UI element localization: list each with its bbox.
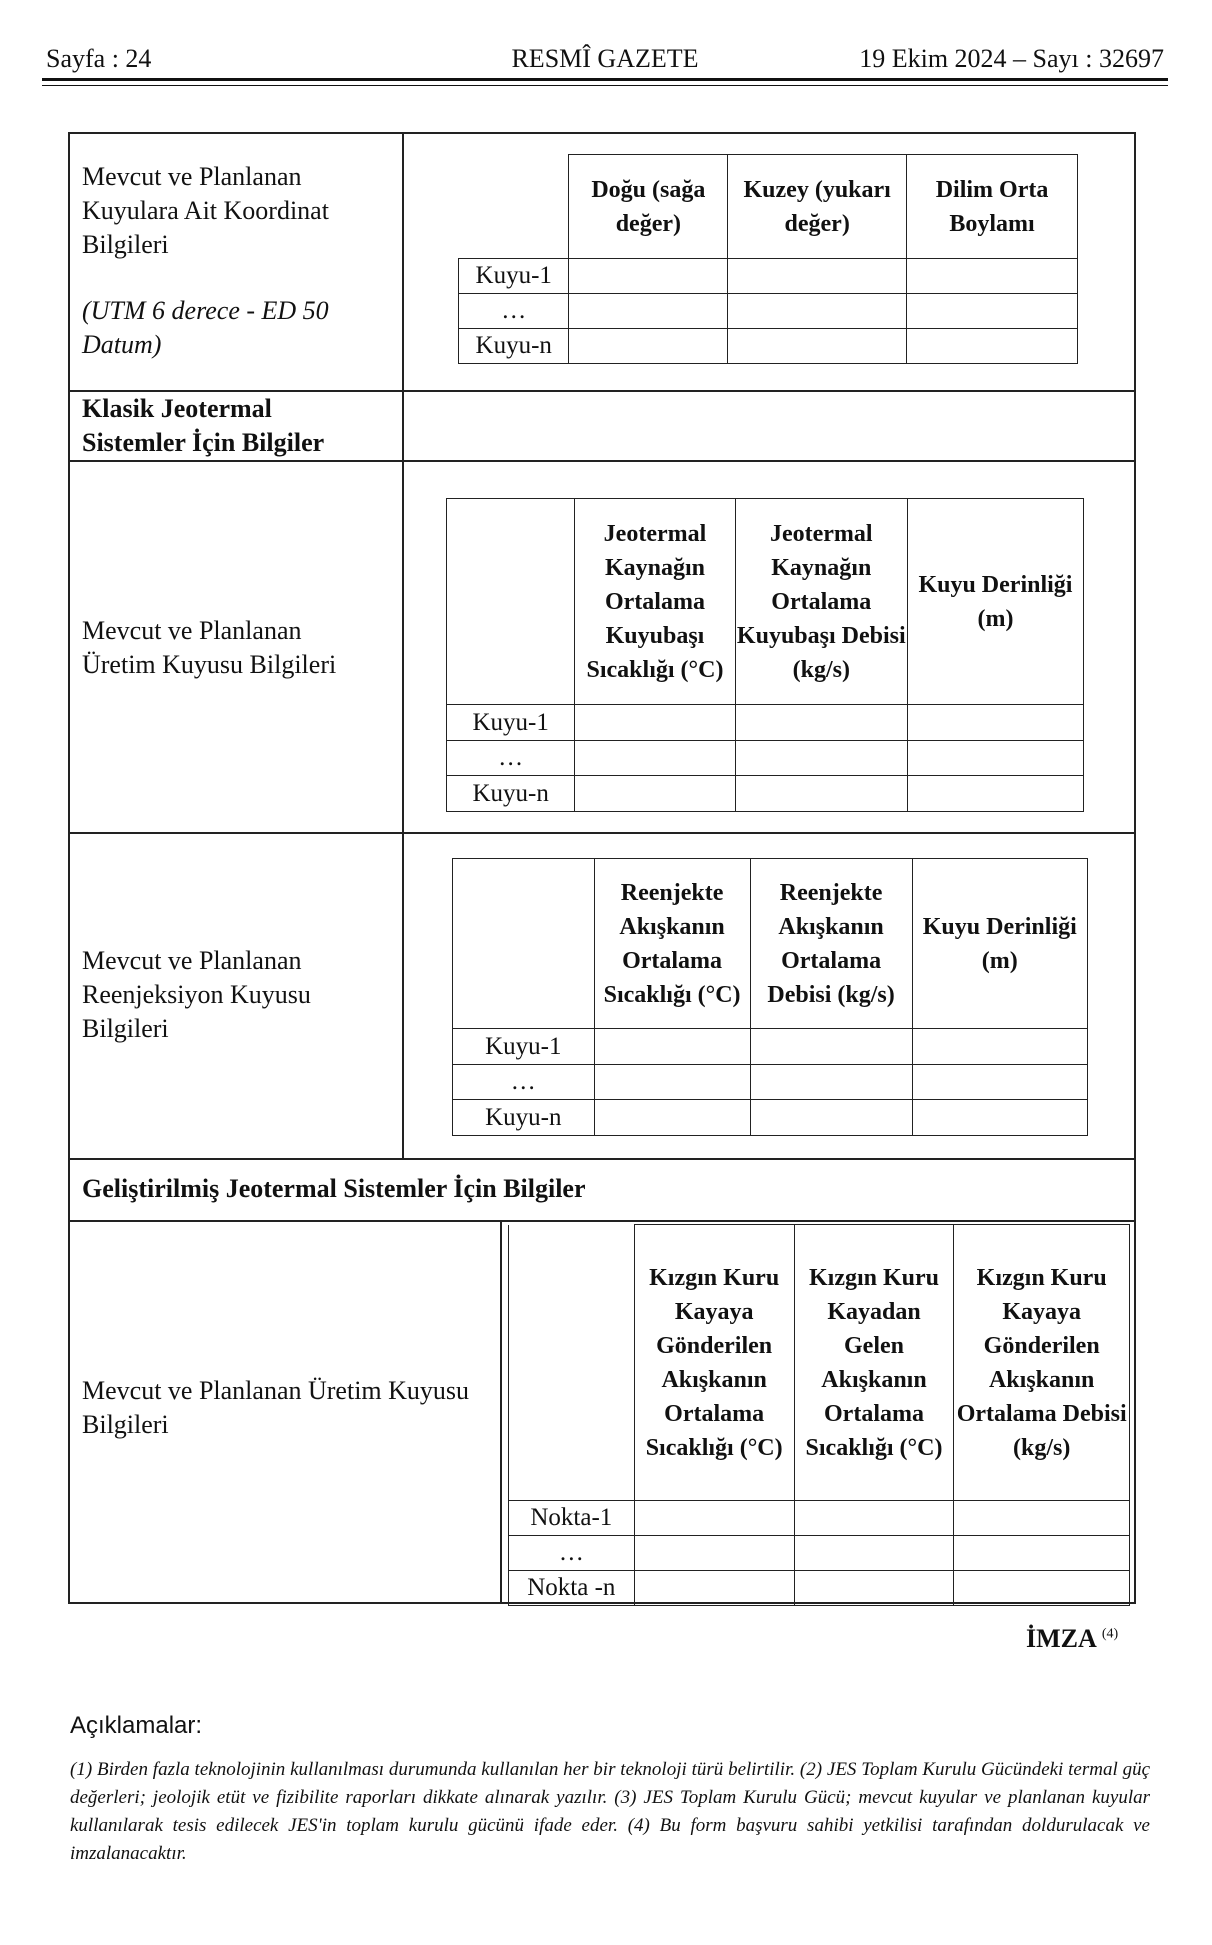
heading-line: Klasik Jeotermal bbox=[82, 394, 272, 423]
input-cell[interactable] bbox=[634, 1571, 794, 1606]
input-cell[interactable] bbox=[728, 329, 907, 364]
row-label: … bbox=[447, 741, 575, 776]
input-cell[interactable] bbox=[594, 1065, 750, 1100]
col-header: Dilim Orta Boylamı bbox=[907, 155, 1078, 259]
input-cell[interactable] bbox=[575, 705, 735, 741]
input-cell[interactable] bbox=[954, 1536, 1130, 1571]
section3-label bbox=[82, 944, 311, 1046]
reinjection-well-table bbox=[452, 858, 1088, 1136]
divider bbox=[68, 460, 1136, 462]
input-cell[interactable] bbox=[634, 1501, 794, 1536]
col-header: Kuyu Derinliği (m) bbox=[912, 859, 1087, 1029]
row-label: Kuyu-n bbox=[459, 329, 569, 364]
divider bbox=[68, 1220, 1136, 1222]
input-cell[interactable] bbox=[735, 705, 907, 741]
input-cell[interactable] bbox=[907, 776, 1083, 812]
coordinate-table bbox=[458, 154, 1078, 364]
corner-cell bbox=[453, 859, 595, 1029]
date-issue: 19 Ekim 2024 – Sayı : 32697 bbox=[859, 44, 1164, 73]
col-header: Kuzey (yukarı değer) bbox=[728, 155, 907, 259]
page-number: Sayfa : 24 bbox=[46, 44, 152, 73]
label-line: Mevcut ve Planlanan Üretim Kuyusu bbox=[82, 1376, 470, 1405]
input-cell[interactable] bbox=[750, 1100, 912, 1136]
label-line: Bilgileri bbox=[82, 1014, 169, 1043]
klasik-heading bbox=[82, 392, 324, 460]
input-cell[interactable] bbox=[794, 1501, 954, 1536]
column-divider bbox=[402, 132, 404, 1158]
corner-cell bbox=[459, 155, 569, 259]
input-cell[interactable] bbox=[728, 294, 907, 329]
input-cell[interactable] bbox=[569, 294, 728, 329]
row-label: Kuyu-1 bbox=[447, 705, 575, 741]
col-header: Kızgın Kuru Kayadan Gelen Akışkanın Ortalama Sıcaklığı (°C) bbox=[794, 1225, 954, 1501]
row-label: … bbox=[509, 1536, 635, 1571]
label-line: Kuyulara Ait Koordinat bbox=[82, 196, 329, 225]
label-line: Reenjeksiyon Kuyusu bbox=[82, 980, 311, 1009]
input-cell[interactable] bbox=[575, 741, 735, 776]
gelistirilmis-heading: Geliştirilmiş Jeotermal Sistemler İçin Bilgiler bbox=[82, 1174, 586, 1203]
col-header: Jeotermal Kaynağın Ortalama Kuyubaşı Debisi (kg/s) bbox=[735, 499, 907, 705]
col-header: Kuyu Derinliği (m) bbox=[907, 499, 1083, 705]
input-cell[interactable] bbox=[735, 776, 907, 812]
label-line: Mevcut ve Planlanan bbox=[82, 162, 302, 191]
input-cell[interactable] bbox=[794, 1571, 954, 1606]
row-label: … bbox=[453, 1065, 595, 1100]
notes-body: (1) Birden fazla teknolojinin kullanılması durumunda kullanılan her bir teknoloji türü belirtilir. (2) JES Toplam Kurulu Gücündeki termal güç değerleri; jeolojik etüt ve fizibilite raporları dikkate alınarak yazılır. (3) JES Toplam Kurulu Gücü; mevcut kuyular ve planlanan kuyular kullanılarak tesis edilecek JES'in toplam kurulu gücünü ifade eder. (4) Bu form başvuru sahibi yetkilisi tarafından doldurulacak ve imzalanacaktır. bbox=[70, 1759, 1150, 1864]
input-cell[interactable] bbox=[907, 259, 1078, 294]
row-label: Kuyu-1 bbox=[459, 259, 569, 294]
input-cell[interactable] bbox=[735, 741, 907, 776]
section4-label bbox=[82, 1374, 469, 1442]
page-header bbox=[42, 40, 1168, 74]
row-label: Nokta-1 bbox=[509, 1501, 635, 1536]
label-line: Üretim Kuyusu Bilgileri bbox=[82, 650, 337, 679]
col-header: Jeotermal Kaynağın Ortalama Kuyubaşı Sıcaklığı (°C) bbox=[575, 499, 735, 705]
input-cell[interactable] bbox=[728, 259, 907, 294]
label-line: Mevcut ve Planlanan bbox=[82, 616, 302, 645]
label-line: (UTM 6 derece - ED 50 bbox=[82, 296, 329, 325]
input-cell[interactable] bbox=[912, 1029, 1087, 1065]
input-cell[interactable] bbox=[750, 1029, 912, 1065]
col-header: Doğu (sağa değer) bbox=[569, 155, 728, 259]
col-header: Kızgın Kuru Kayaya Gönderilen Akışkanın Ortalama Sıcaklığı (°C) bbox=[634, 1225, 794, 1501]
signature-text: İMZA bbox=[1026, 1624, 1096, 1653]
label-line: Datum) bbox=[82, 330, 162, 359]
label-line: Bilgileri bbox=[82, 1410, 169, 1439]
notes-title: Açıklamalar: bbox=[70, 1712, 203, 1739]
input-cell[interactable] bbox=[569, 259, 728, 294]
signature-label bbox=[1026, 1624, 1118, 1654]
input-cell[interactable] bbox=[907, 705, 1083, 741]
input-cell[interactable] bbox=[634, 1536, 794, 1571]
label-line: Bilgileri bbox=[82, 230, 169, 259]
column-divider bbox=[500, 1220, 502, 1604]
signature-footnote: (4) bbox=[1101, 1626, 1119, 1642]
row-label: Nokta -n bbox=[509, 1571, 635, 1606]
row-label: Kuyu-n bbox=[453, 1100, 595, 1136]
row-label: Kuyu-1 bbox=[453, 1029, 595, 1065]
corner-cell bbox=[447, 499, 575, 705]
input-cell[interactable] bbox=[750, 1065, 912, 1100]
input-cell[interactable] bbox=[954, 1571, 1130, 1606]
input-cell[interactable] bbox=[569, 329, 728, 364]
input-cell[interactable] bbox=[912, 1065, 1087, 1100]
row-label: … bbox=[459, 294, 569, 329]
section2-label bbox=[82, 614, 336, 682]
input-cell[interactable] bbox=[594, 1029, 750, 1065]
divider bbox=[68, 832, 1136, 834]
row-label: Kuyu-n bbox=[447, 776, 575, 812]
input-cell[interactable] bbox=[907, 741, 1083, 776]
header-rule bbox=[42, 78, 1168, 81]
gazette-title: RESMÎ GAZETE bbox=[511, 44, 699, 73]
input-cell[interactable] bbox=[575, 776, 735, 812]
label-line: Mevcut ve Planlanan bbox=[82, 946, 302, 975]
corner-cell bbox=[509, 1225, 635, 1501]
input-cell[interactable] bbox=[907, 329, 1078, 364]
col-header: Kızgın Kuru Kayaya Gönderilen Akışkanın Ortalama Debisi (kg/s) bbox=[954, 1225, 1130, 1501]
col-header: Reenjekte Akışkanın Ortalama Debisi (kg/s) bbox=[750, 859, 912, 1029]
col-header: Reenjekte Akışkanın Ortalama Sıcaklığı (°C) bbox=[594, 859, 750, 1029]
input-cell[interactable] bbox=[794, 1536, 954, 1571]
section1-label bbox=[82, 160, 329, 362]
heading-line: Sistemler İçin Bilgiler bbox=[82, 428, 325, 457]
input-cell[interactable] bbox=[954, 1501, 1130, 1536]
egs-table bbox=[508, 1224, 1130, 1606]
divider bbox=[68, 1158, 1136, 1160]
input-cell[interactable] bbox=[907, 294, 1078, 329]
input-cell[interactable] bbox=[594, 1100, 750, 1136]
input-cell[interactable] bbox=[912, 1100, 1087, 1136]
header-rule-thin bbox=[42, 85, 1168, 86]
production-well-table bbox=[446, 498, 1084, 812]
